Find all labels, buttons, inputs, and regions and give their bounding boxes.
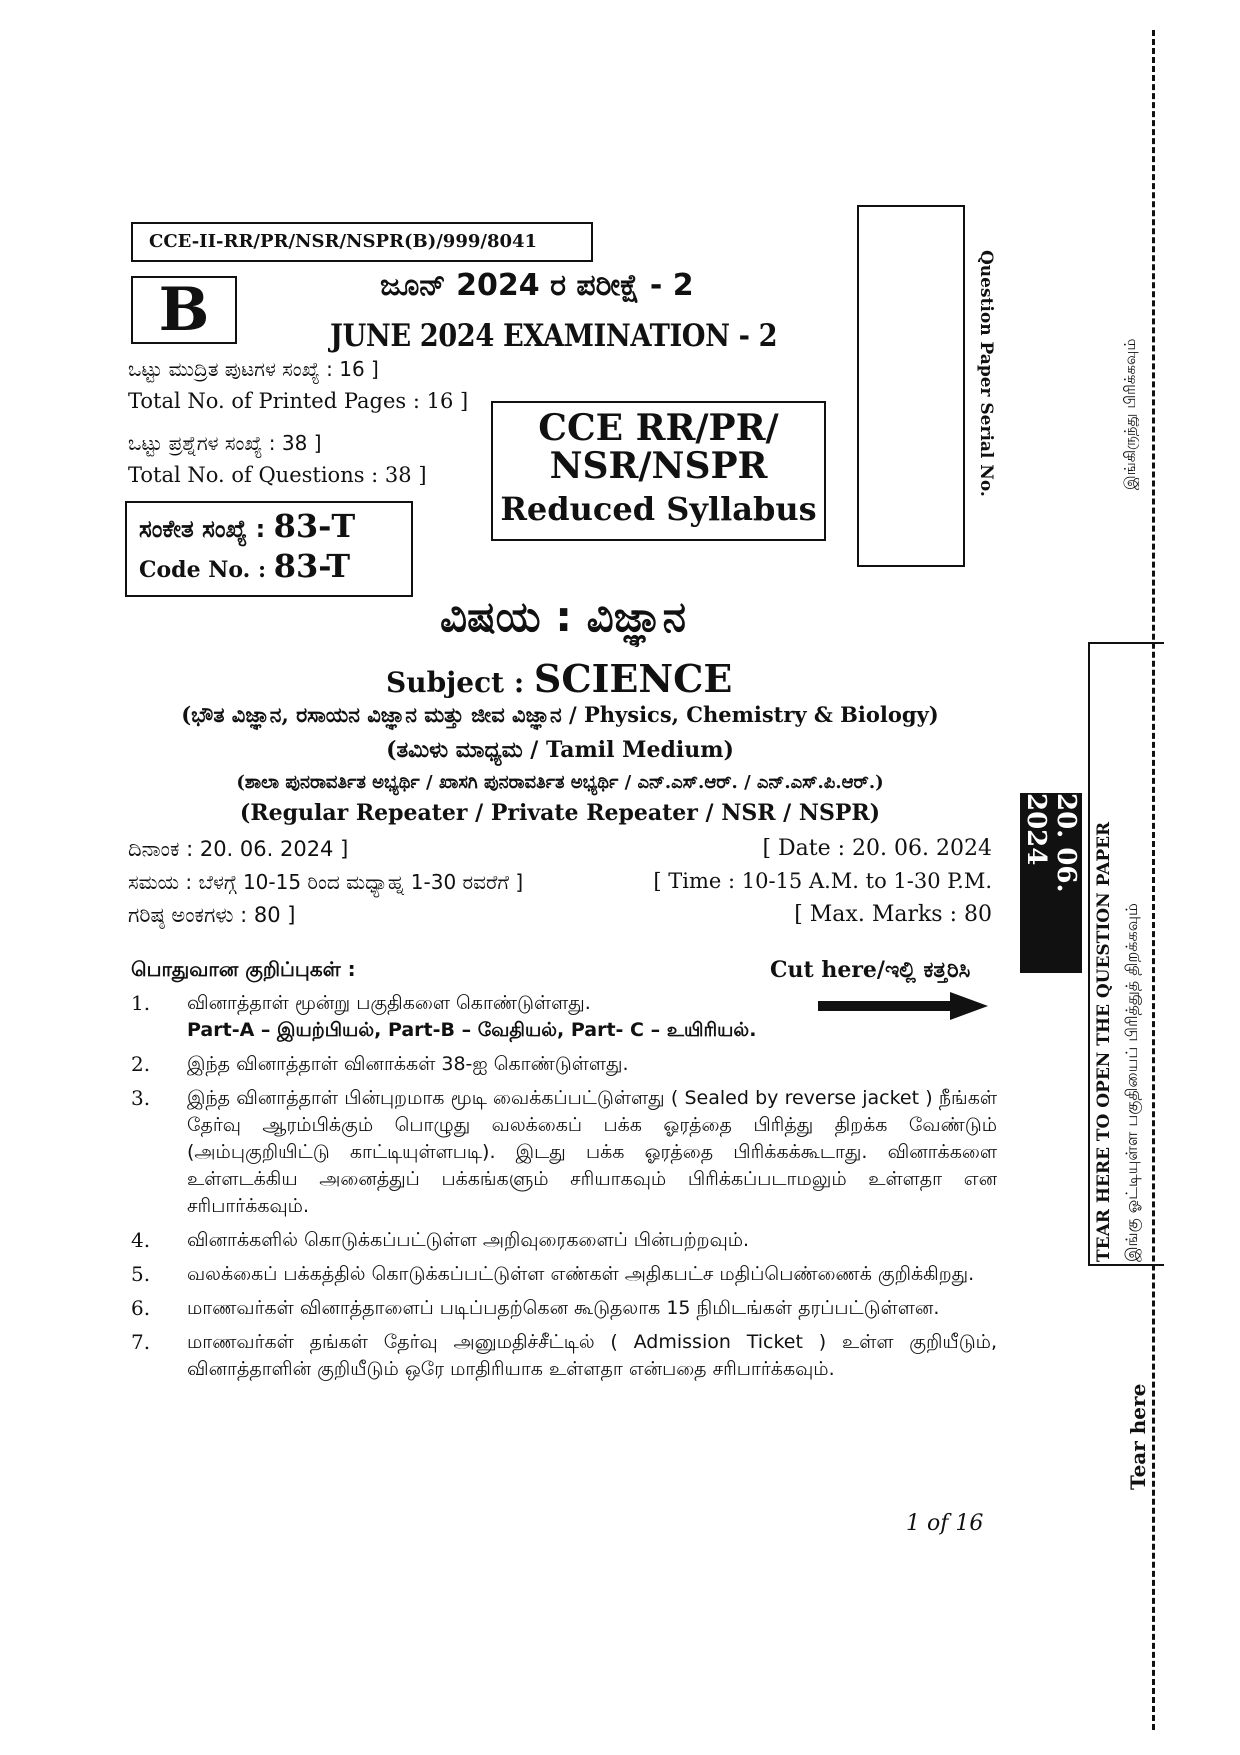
paper-code: CCE-II-RR/PR/NSR/NSPR(B)/999/8041 [149,231,538,252]
syllabus-line-1: CCE RR/PR/ [538,407,779,449]
code-label-english: Code No. : [139,557,267,583]
code-value-kannada: 83-T [273,507,356,545]
marks-kannada: ಗರಿಷ್ಠ ಅಂಕಗಳು : 80 ] [128,903,296,927]
printed-pages-english: Total No. of Printed Pages : 16 ] [128,389,469,413]
note-text: மாணவர்கள் தங்கள் தேர்வு அனுமதிச்சீட்டில் ( Admission Ticket ) உள்ள குறியீடும், வினாத்தாளின் குறியீடும் ஒரே மாதிரியாக உள்ளதா என்பதை சரிபார்க்கவும். [187,1331,997,1380]
version-box [131,276,237,344]
note-item [131,1261,997,1288]
note-text: இந்த வினாத்தாள் பின்புறமாக மூடி வைக்கப்பட்டுள்ளது ( Sealed by reverse jacket ) நீங்கள் தேர்வு ஆரம்பிக்கும் பொழுது வலக்கைப் பக்க ஓரத்தை பிரித்து திறக்க வேண்டும் (அம்புகுறியிட்டு காட்டியுள்ளபடி). இடது பக்க ஓரத்தை பிரிக்கக்கூடாது. வினாக்களை உள்ளடக்கிய அனைத்துப் பக்கங்களும் சரியாகவும் பிரிக்கப்படாமலும் உள்ளதா என சரிபார்க்கவும். [187,1087,997,1217]
notes-list [131,990,997,1390]
candidate-type-kannada: (ಶಾಲಾ ಪುನರಾವರ್ತಿತ ಅಭ್ಯರ್ಥಿ / ಖಾಸಗಿ ಪುನರಾವರ್ತಿತ ಅಭ್ಯರ್ಥಿ / ಎನ್.ಎಸ್.ಆರ್. / ಎನ್.ಎಸ್.ಪಿ.ಆರ್.) [236,772,884,793]
paper-code-box [131,222,593,262]
note-number: 1. [131,991,151,1015]
marks-english: [ Max. Marks : 80 [794,902,992,927]
printed-pages-kannada: ಒಟ್ಟು ಮುದ್ರಿತ ಪುಟಗಳ ಸಂಖ್ಯೆ : 16 ] [128,357,379,381]
tear-here-label: Tear here [1126,1383,1150,1490]
date-english: [ Date : 20. 06. 2024 [762,836,992,861]
note-number: 5. [131,1262,151,1286]
note-text: இந்த வினாத்தாள் வினாக்கள் 38-ஐ கொண்டுள்ளது. [187,1053,629,1075]
tear-instruction-english: TEAR HERE TO OPEN THE QUESTION PAPER [1094,821,1114,1262]
note-item [131,1227,997,1254]
version-letter: B [158,275,210,345]
note-number: 7. [131,1330,151,1354]
notes-heading: பொதுவான குறிப்புகள் : [131,957,356,981]
tear-instruction-tamil: இங்கு ஓட்டியுள்ள பகுதியைப் பிரித்துத் திறக்கவும் [1122,903,1141,1262]
code-row-kannada [139,507,411,545]
note-text: மாணவர்கள் வினாத்தாளைப் படிப்பதற்கென கூடுதலாக 15 நிமிடங்கள் தரப்பட்டுள்ளன. [187,1297,940,1319]
candidate-type-english: (Regular Repeater / Private Repeater / NSR / NSPR) [239,800,881,826]
subject-branches: (ಭೌತ ವಿಜ್ಞಾನ, ರಸಾಯನ ವಿಜ್ಞಾನ ಮತ್ತು ಜೀವ ವಿಜ್ಞಾನ / Physics, Chemistry & Biology) [181,702,939,727]
time-kannada: ಸಮಯ : ಬೆಳಗ್ಗೆ 10-15 ರಿಂದ ಮಧ್ಯಾಹ್ನ 1-30 ರವರೆಗೆ ] [128,870,524,894]
note-item [131,1329,997,1383]
date-tab: 20. 06. 2024 [1020,793,1082,973]
tear-label-tamil-top: இங்கிருந்து பிரிக்கவும் [1121,338,1139,490]
note-text [187,990,997,1044]
note-text: வலக்கைப் பக்கத்தில் கொடுக்கப்பட்டுள்ள எண்கள் அதிகபட்ச மதிப்பெண்ணைக் குறிக்கிறது. [187,1263,975,1285]
note-text: வினாக்களில் கொடுக்கப்பட்டுள்ள அறிவுரைகளைப் பின்பற்றவும். [187,1229,750,1251]
subject-name: SCIENCE [533,656,733,701]
note-item [131,1085,997,1220]
syllabus-line-3: Reduced Syllabus [500,490,817,528]
exam-title-kannada: ಜೂನ್ 2024 ರ ಪರೀಕ್ಷೆ - 2 [380,268,694,303]
note-number: 3. [131,1086,151,1110]
note-number: 6. [131,1296,151,1320]
syllabus-line-2: NSR/NSPR [549,445,768,487]
code-row-english [139,547,411,585]
date-kannada: ದಿನಾಂಕ : 20. 06. 2024 ] [128,837,349,861]
note-item [131,990,997,1044]
code-value-english: 83-T [273,547,351,585]
note-item [131,1295,997,1322]
note-number: 4. [131,1228,151,1252]
questions-english: Total No. of Questions : 38 ] [128,463,427,487]
syllabus-box [491,401,826,541]
note-body: வினாத்தாள் மூன்று பகுதிகளை கொண்டுள்ளது. [187,992,591,1014]
subject-prefix: Subject : [386,666,534,699]
note-number: 2. [131,1052,151,1076]
note-item [131,1051,997,1078]
questions-kannada: ಒಟ್ಟು ಪ್ರಶ್ನೆಗಳ ಸಂಖ್ಯೆ : 38 ] [128,431,322,455]
cut-here-label: Cut here/ಇಲ್ಲಿ ಕತ್ತರಿಸಿ [770,957,971,983]
serial-number-box [857,205,965,567]
subject-kannada: ವಿಷಯ : ವಿಜ್ಞಾನ [440,592,687,641]
serial-number-label: Question Paper Serial No. [976,250,996,497]
subject-english [386,656,732,701]
code-number-box [125,501,413,597]
medium: (ತಮಿಳು ಮಾಧ್ಯಮ / Tamil Medium) [386,737,734,763]
time-english: [ Time : 10-15 A.M. to 1-30 P.M. [653,869,992,893]
exam-title-english: JUNE 2024 EXAMINATION - 2 [330,318,778,354]
page-number: 1 of 16 [906,1511,984,1536]
code-label-kannada: ಸಂಕೇತ ಸಂಖ್ಯೆ : [139,515,266,543]
note-parts: Part-A – இயற்பியல், Part-B – வேதியல், Part- C – உயிரியல். [187,1019,757,1041]
